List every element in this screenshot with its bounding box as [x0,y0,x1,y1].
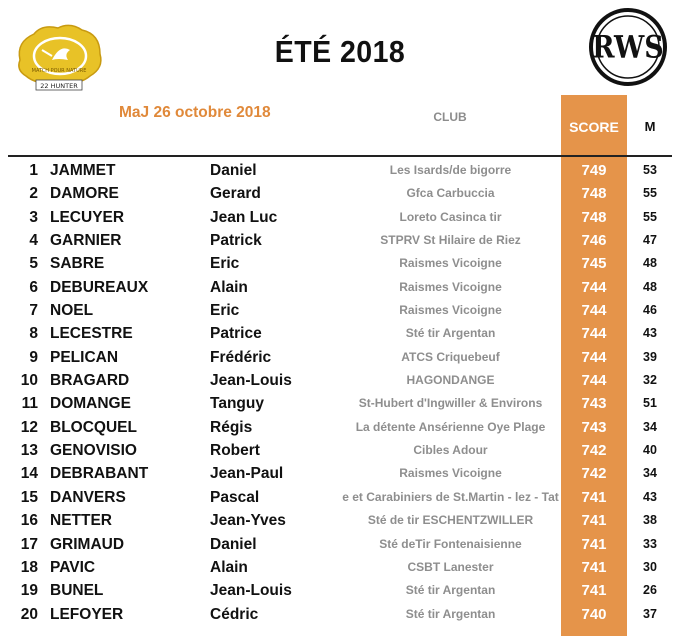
rank-cell: 18 [20,558,38,576]
last-name-cell: BLOCQUEL [50,418,137,436]
score-cell: 744 [581,278,607,296]
rank-cell: 6 [29,278,38,296]
club-cell [340,603,561,626]
last-name-cell: DANVERS [50,488,126,506]
last-name-cell: LECUYER [50,208,125,226]
club-name: Raismes Vicoigne [399,466,502,481]
rank-cell: 3 [29,208,38,226]
club-cell [340,509,561,532]
first-name-cell: Tanguy [210,395,264,413]
score-cell: 744 [581,348,607,366]
club-cell [340,486,561,509]
table-row [0,346,680,369]
m-cell: 55 [643,209,657,224]
rank-cell: 14 [20,465,38,483]
table-row [0,439,680,462]
first-name-cell: Alain [210,278,248,296]
club-name: Raismes Vicoigne [399,256,502,271]
score-cell: 742 [581,442,607,460]
club-name: Sté deTir Fontenaisienne [379,536,522,551]
club-cell [340,579,561,602]
last-name-cell: NOEL [50,302,94,320]
table-row [0,299,680,322]
score-cell: 741 [581,582,607,600]
club-cell [340,182,561,205]
club-cell [340,252,561,275]
table-row [0,603,680,626]
score-cell: 749 [581,162,607,179]
first-name-cell: Eric [210,255,240,273]
table-row [0,206,680,229]
club-cell [340,206,561,229]
score-cell: 741 [581,488,607,506]
table-row [0,509,680,532]
club-name: ATCS Criquebeuf [401,349,500,364]
club-cell [340,322,561,345]
first-name-cell: Jean-Paul [210,465,284,483]
table-row [0,229,680,252]
club-name: Cibles Adour [413,443,488,458]
m-cell: 46 [643,303,657,318]
club-name: Les Isards/de bigorre [389,163,512,177]
club-cell [340,276,561,299]
club-cell [340,346,561,369]
score-cell: 744 [581,302,607,320]
rank-cell: 1 [29,162,38,179]
last-name-cell: BRAGARD [50,372,130,390]
last-name-cell: PELICAN [50,348,119,366]
rank-cell: 11 [21,395,38,413]
club-name: HAGONDANGE [406,373,495,388]
svg-text:MATCH POUR NATURE: MATCH POUR NATURE [31,68,87,74]
m-cell: 37 [643,606,657,621]
club-name: Sté de tir ESCHENTZWILLER [367,513,534,528]
score-cell: 744 [581,372,607,390]
club-name: Sté tir Argentan [405,606,496,621]
last-name-cell: GARNIER [50,232,122,250]
last-name-cell: GRIMAUD [50,535,125,553]
first-name-cell: Eric [210,302,240,320]
last-name-cell: LECESTRE [50,325,133,343]
first-name-cell: Patrice [210,325,262,343]
score-column-header: SCORE [569,119,619,135]
rank-cell: 8 [29,325,38,343]
table-row [0,462,680,485]
club-name: Sté tir Argentan [405,326,496,341]
m-cell: 33 [643,536,657,551]
svg-text:22 HUNTER: 22 HUNTER [40,82,78,90]
m-cell: 32 [643,373,657,388]
last-name-cell: BUNEL [50,582,104,600]
club-name: Loreto Casinca tir [399,209,502,224]
table-row [0,579,680,602]
first-name-cell: Pascal [210,488,260,506]
club-name: Gfca Carbuccia [406,186,495,201]
club-cell [340,416,561,439]
club-name: La détente Ansérienne Oye Plage [355,419,546,434]
m-cell: 43 [643,326,657,341]
table-row [0,556,680,579]
club-name: STPRV St Hilaire de Riez [380,233,521,248]
first-name-cell: Jean Luc [210,208,278,226]
first-name-cell: Alain [210,558,248,576]
rank-cell: 7 [29,302,38,320]
club-name: CSBT Lanester [407,559,494,574]
ranking-table [0,159,680,626]
last-name-cell: SABRE [50,255,105,273]
club-column-header: CLUB [433,110,467,124]
first-name-cell: Cédric [210,605,259,623]
score-cell: 745 [581,255,607,273]
club-name: Sté tir Argentan [405,583,496,598]
m-cell: 38 [643,513,657,528]
club-cell [340,556,561,579]
first-name-cell: Régis [210,418,253,436]
first-name-cell: Jean-Louis [210,372,292,390]
last-name-cell: JAMMET [50,162,116,179]
rank-cell: 16 [20,512,38,530]
m-cell: 40 [643,443,657,458]
m-cell: 48 [643,279,657,294]
table-row [0,369,680,392]
rank-cell: 5 [29,255,38,273]
rank-cell: 12 [20,418,38,436]
m-cell: 26 [643,583,657,598]
rank-cell: 17 [20,535,38,553]
m-cell: 53 [643,163,657,177]
rank-cell: 4 [29,232,38,250]
table-row [0,486,680,509]
header-divider [8,155,672,157]
last-name-cell: DOMANGE [50,395,131,413]
page-title: ÉTÉ 2018 [274,34,406,69]
club-name: e et Carabiniers de St.Martin - lez - Tat [342,489,559,504]
score-cell: 746 [581,232,607,250]
last-name-cell: DEBUREAUX [50,278,149,296]
first-name-cell: Robert [210,442,260,460]
score-cell: 741 [581,558,607,576]
m-column-header: M [644,119,656,134]
club-cell [340,392,561,415]
update-date: MaJ 26 octobre 2018 [119,104,271,121]
rank-cell: 13 [20,442,38,460]
table-row [0,416,680,439]
first-name-cell: Daniel [210,162,257,179]
table-row [0,322,680,345]
rank-cell: 9 [29,348,38,366]
club-name: St-Hubert d'Ingwiller & Environs [358,396,543,411]
club-cell [340,462,561,485]
club-cell [340,533,561,556]
score-cell: 748 [581,208,607,226]
table-row [0,533,680,556]
m-cell: 34 [643,466,657,481]
m-cell: 43 [643,489,657,504]
m-cell: 39 [643,349,657,364]
m-cell: 30 [643,559,657,574]
first-name-cell: Patrick [210,232,262,250]
m-cell: 47 [643,233,657,248]
score-cell: 744 [581,325,607,343]
score-cell: 748 [581,185,607,203]
rank-cell: 19 [20,582,38,600]
score-cell: 740 [581,605,607,623]
last-name-cell: DAMORE [50,185,119,203]
svg-text:RWS: RWS [592,28,664,66]
rank-cell: 15 [20,488,38,506]
score-cell: 741 [581,535,607,553]
club-cell [340,299,561,322]
m-cell: 34 [643,419,657,434]
score-cell: 743 [581,395,607,413]
m-cell: 55 [643,186,657,201]
club-cell [340,439,561,462]
last-name-cell: GENOVISIO [50,442,137,460]
club-cell [340,369,561,392]
club-cell [340,159,561,182]
club-cell [340,229,561,252]
table-row [0,252,680,275]
first-name-cell: Gerard [210,185,261,203]
rank-cell: 10 [20,372,38,390]
last-name-cell: NETTER [50,512,112,530]
table-row [0,276,680,299]
last-name-cell: PAVIC [50,558,96,576]
first-name-cell: Jean-Yves [210,512,286,530]
score-cell: 741 [581,512,607,530]
first-name-cell: Frédéric [210,348,272,366]
table-row [0,392,680,415]
table-row [0,159,680,182]
table-row [0,182,680,205]
first-name-cell: Daniel [210,535,257,553]
rank-cell: 20 [20,605,38,623]
score-cell: 742 [581,465,607,483]
club-name: Raismes Vicoigne [399,303,502,318]
rank-cell: 2 [29,185,38,203]
last-name-cell: DEBRABANT [50,465,149,483]
score-cell: 743 [581,418,607,436]
club-name: Raismes Vicoigne [399,279,502,294]
m-cell: 48 [643,256,657,271]
last-name-cell: LEFOYER [50,605,124,623]
first-name-cell: Jean-Louis [210,582,292,600]
m-cell: 51 [643,396,657,411]
